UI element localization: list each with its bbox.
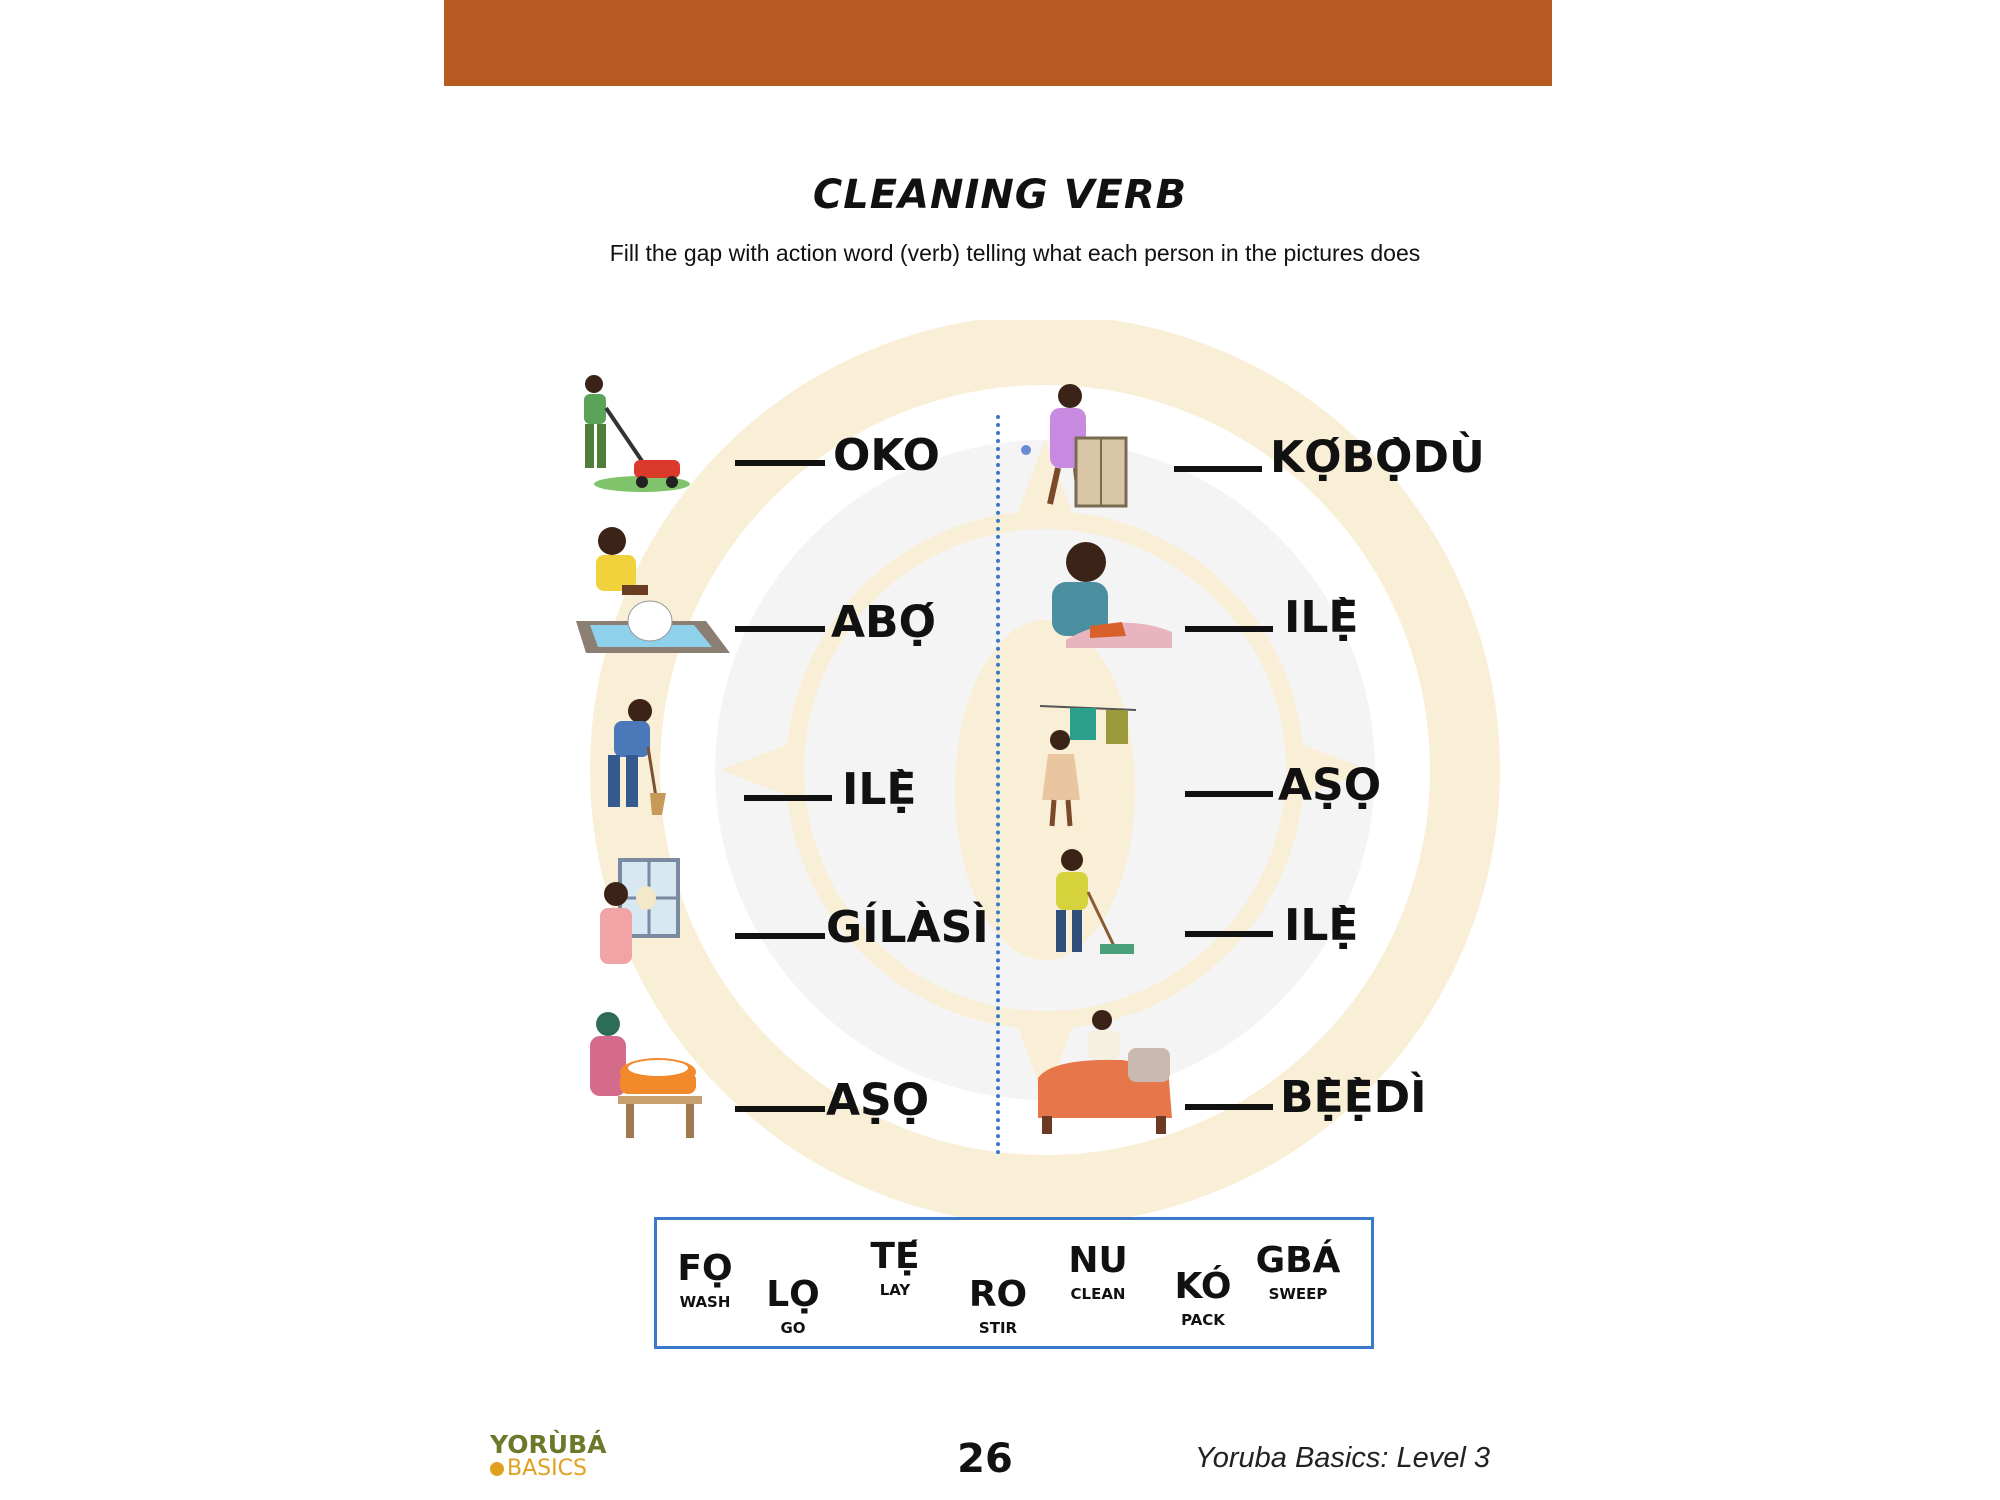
- object-word: GÍLÀSÌ: [826, 902, 989, 953]
- word-bank-word: GBÁ: [1255, 1240, 1341, 1281]
- object-word: ILẸ̀: [1284, 900, 1359, 951]
- header-band: [444, 0, 1552, 86]
- word-bank-item: [758, 1274, 828, 1337]
- mopping-floor-icon: [1044, 848, 1136, 960]
- word-bank-meaning: SWEEP: [1268, 1285, 1328, 1303]
- word-bank-word: LỌ: [766, 1274, 820, 1315]
- word-bank-word: NU: [1068, 1240, 1128, 1281]
- word-bank-item: [860, 1236, 930, 1299]
- object-word: KỌ́BỌ̀DÙ: [1270, 432, 1485, 483]
- cleaning-cupboard-icon: [1020, 382, 1132, 510]
- page-title: CLEANING VERB: [812, 172, 1188, 218]
- page-number: 26: [957, 1436, 1013, 1482]
- object-word: AṢỌ: [1278, 760, 1382, 811]
- making-bed-icon: [1032, 1008, 1176, 1138]
- hanging-clothes-icon: [1040, 700, 1136, 830]
- instruction-text: Fill the gap with action word (verb) telling what each person in the pictures does: [609, 240, 1421, 266]
- book-title: Yoruba Basics: Level 3: [1194, 1442, 1490, 1474]
- object-word: OKO: [833, 430, 940, 481]
- word-bank-item: [1168, 1266, 1238, 1329]
- logo-top-text: YORÙBÁ: [490, 1430, 607, 1459]
- object-word: ABỌ́: [831, 597, 936, 648]
- word-bank-item: [1254, 1240, 1342, 1303]
- word-bank-word: FỌ: [677, 1248, 733, 1289]
- washing-dishes-icon: [566, 525, 730, 657]
- cleaning-window-icon: [586, 858, 682, 970]
- answer-gap[interactable]: [735, 933, 825, 939]
- answer-gap[interactable]: [1185, 931, 1273, 937]
- ironing-icon: [1046, 540, 1174, 652]
- logo-bottom-text: BASICS: [507, 1456, 587, 1481]
- answer-gap[interactable]: [735, 1106, 825, 1112]
- word-bank-meaning: STIR: [978, 1319, 1018, 1337]
- washing-clothes-icon: [578, 1010, 704, 1140]
- answer-gap[interactable]: [1174, 466, 1262, 472]
- word-bank-word: RO: [968, 1274, 1028, 1315]
- word-bank-meaning: WASH: [679, 1293, 731, 1311]
- column-divider: [996, 415, 1000, 1155]
- answer-gap[interactable]: [744, 795, 832, 801]
- word-bank-meaning: CLEAN: [1070, 1285, 1126, 1303]
- object-word: ILẸ̀: [1284, 592, 1359, 643]
- word-bank-item: [670, 1248, 740, 1311]
- word-bank-item: [1058, 1240, 1138, 1303]
- yoruba-basics-logo: [490, 1432, 610, 1484]
- word-bank-meaning: GO: [780, 1319, 806, 1337]
- word-bank-word: KÓ: [1174, 1266, 1232, 1307]
- word-bank-meaning: PACK: [1181, 1311, 1225, 1329]
- object-word: BẸ̀Ẹ̀DÌ: [1280, 1072, 1427, 1123]
- logo-dot-icon: [490, 1462, 504, 1476]
- word-bank-word: TẸ́: [870, 1236, 920, 1277]
- answer-gap[interactable]: [1185, 626, 1273, 632]
- answer-gap[interactable]: [1185, 1104, 1273, 1110]
- word-bank-item: [962, 1274, 1034, 1337]
- sweeping-floor-icon: [596, 697, 668, 817]
- object-word: AṢỌ: [826, 1075, 930, 1126]
- word-bank-meaning: LAY: [879, 1281, 911, 1299]
- answer-gap[interactable]: [1185, 791, 1273, 797]
- answer-gap[interactable]: [735, 460, 825, 466]
- object-word: ILẸ̀: [842, 764, 917, 815]
- answer-gap[interactable]: [735, 626, 825, 632]
- mowing-lawn-icon: [572, 372, 690, 497]
